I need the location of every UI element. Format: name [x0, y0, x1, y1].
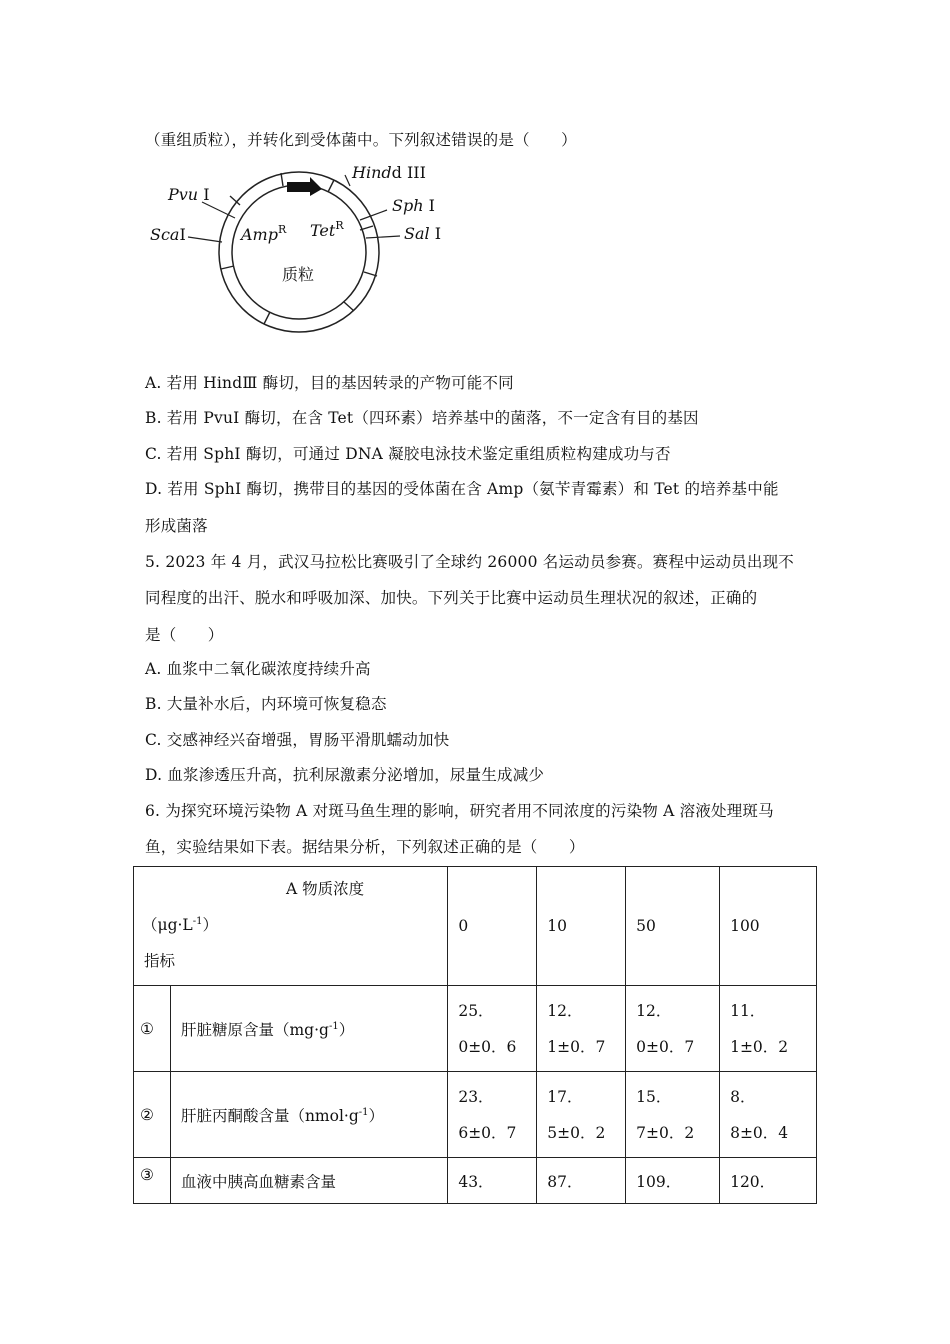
header-unit-label: $(\mu g\cdot L^{-1})$ [142, 915, 218, 934]
header-indicator-label: 指标 [144, 952, 176, 970]
table-cell: 11． 1±0．2 [720, 986, 817, 1072]
row-label: 肝脏糖原含量$(mg\cdot g^{-1})$ [170, 986, 447, 1072]
row-label: 血液中胰高血糖素含量 [170, 1158, 447, 1204]
concentration-10: 10 [537, 867, 626, 986]
q4-option-d-line1: D. 若用 SphⅠ 酶切，携带目的基因的受体菌在含 Amp（氨苄青霉素）和 Tet 的培养基中能 [145, 480, 779, 498]
q5-option-b: B. 大量补水后，内环境可恢复稳态 [145, 695, 387, 713]
table-cell: 8． 8±0．4 [720, 1072, 817, 1158]
concentration-0: 0 [448, 867, 537, 986]
table-cell: 43． [448, 1158, 537, 1204]
q4-option-c: C. 若用 SphⅠ 酶切，可通过 DNA 凝胶电泳技术鉴定重组质粒构建成功与否 [145, 445, 671, 463]
header-concentration-label: A 物质浓度 [286, 880, 365, 898]
table-cell: 120． [720, 1158, 817, 1204]
table-header-corner [134, 867, 448, 986]
q6-stem-line2: 鱼，实验结果如下表。据结果分析，下列叙述正确的是（ ） [145, 838, 585, 856]
q6-stem-line1: 6. 为探究环境污染物 A 对斑马鱼生理的影响，研究者用不同浓度的污染物 A 溶液处理斑马 [145, 802, 774, 820]
intro-line: （重组质粒），并转化到受体菌中。下列叙述错误的是（ ） [145, 131, 577, 149]
table-cell: 15． 7±0．2 [626, 1072, 720, 1158]
amp-resistance-label: Amp$^R$ [241, 223, 287, 244]
plasmid-center-label: 质粒 [282, 265, 315, 284]
table-cell: 25． 0±0．6 [448, 986, 537, 1072]
results-table [133, 866, 817, 1204]
sal-site-label: Sal I [404, 224, 442, 243]
table-row [134, 1158, 817, 1204]
row-number: ① [134, 986, 171, 1072]
row-number: ② [134, 1072, 171, 1158]
plasmid-segments [221, 173, 377, 324]
table-header-row [134, 867, 817, 986]
q5-option-a: A. 血浆中二氧化碳浓度持续升高 [145, 660, 371, 678]
q4-option-b: B. 若用 PvuⅠ 酶切，在含 Tet（四环素）培养基中的菌落，不一定含有目的基因 [145, 409, 699, 427]
concentration-50: 50 [626, 867, 720, 986]
promoter-arrow [287, 177, 322, 196]
plasmid-outer-ring [219, 172, 379, 332]
sca-site-label: ScaI [150, 225, 186, 244]
table-row [134, 986, 817, 1072]
q5-option-d: D. 血浆渗透压升高，抗利尿激素分泌增加，尿量生成减少 [145, 766, 545, 784]
table-cell: 23． 6±0．7 [448, 1072, 537, 1158]
plasmid-inner-ring [232, 185, 366, 319]
table-cell: 17． 5±0．2 [537, 1072, 626, 1158]
q5-option-c: C. 交感神经兴奋增强，胃肠平滑肌蠕动加快 [145, 731, 450, 749]
q4-option-a: A. 若用 HindⅢ 酶切，目的基因转录的产物可能不同 [145, 374, 514, 392]
table-cell: 87． [537, 1158, 626, 1204]
sph-site-label: Sph I [392, 196, 435, 215]
row-number: ③ [134, 1158, 171, 1204]
table-cell: 109． [626, 1158, 720, 1204]
q5-stem-line2: 同程度的出汗、脱水和呼吸加深、加快。下列关于比赛中运动员生理状况的叙述，正确的 [145, 589, 758, 607]
q4-option-d-line2: 形成菌落 [145, 517, 208, 535]
table-row [134, 1072, 817, 1158]
table-cell: 12． 1±0．7 [537, 986, 626, 1072]
q5-stem-line1: 5. 2023 年 4 月，武汉马拉松比赛吸引了全球约 26000 名运动员参赛。赛程中运动员出现不 [145, 553, 794, 571]
table-cell: 12． 0±0．7 [626, 986, 720, 1072]
plasmid-diagram [140, 160, 460, 340]
q5-stem-line3: 是（ ） [145, 626, 224, 644]
tet-resistance-label: Tet$^R$ [310, 219, 344, 240]
row-label: 肝脏丙酮酸含量$(nmol\cdot g^{-1})$ [170, 1072, 447, 1158]
pvu-site-label: Pvu I [168, 185, 210, 204]
hind-site-label: Hindd III [352, 163, 426, 182]
concentration-100: 100 [720, 867, 817, 986]
